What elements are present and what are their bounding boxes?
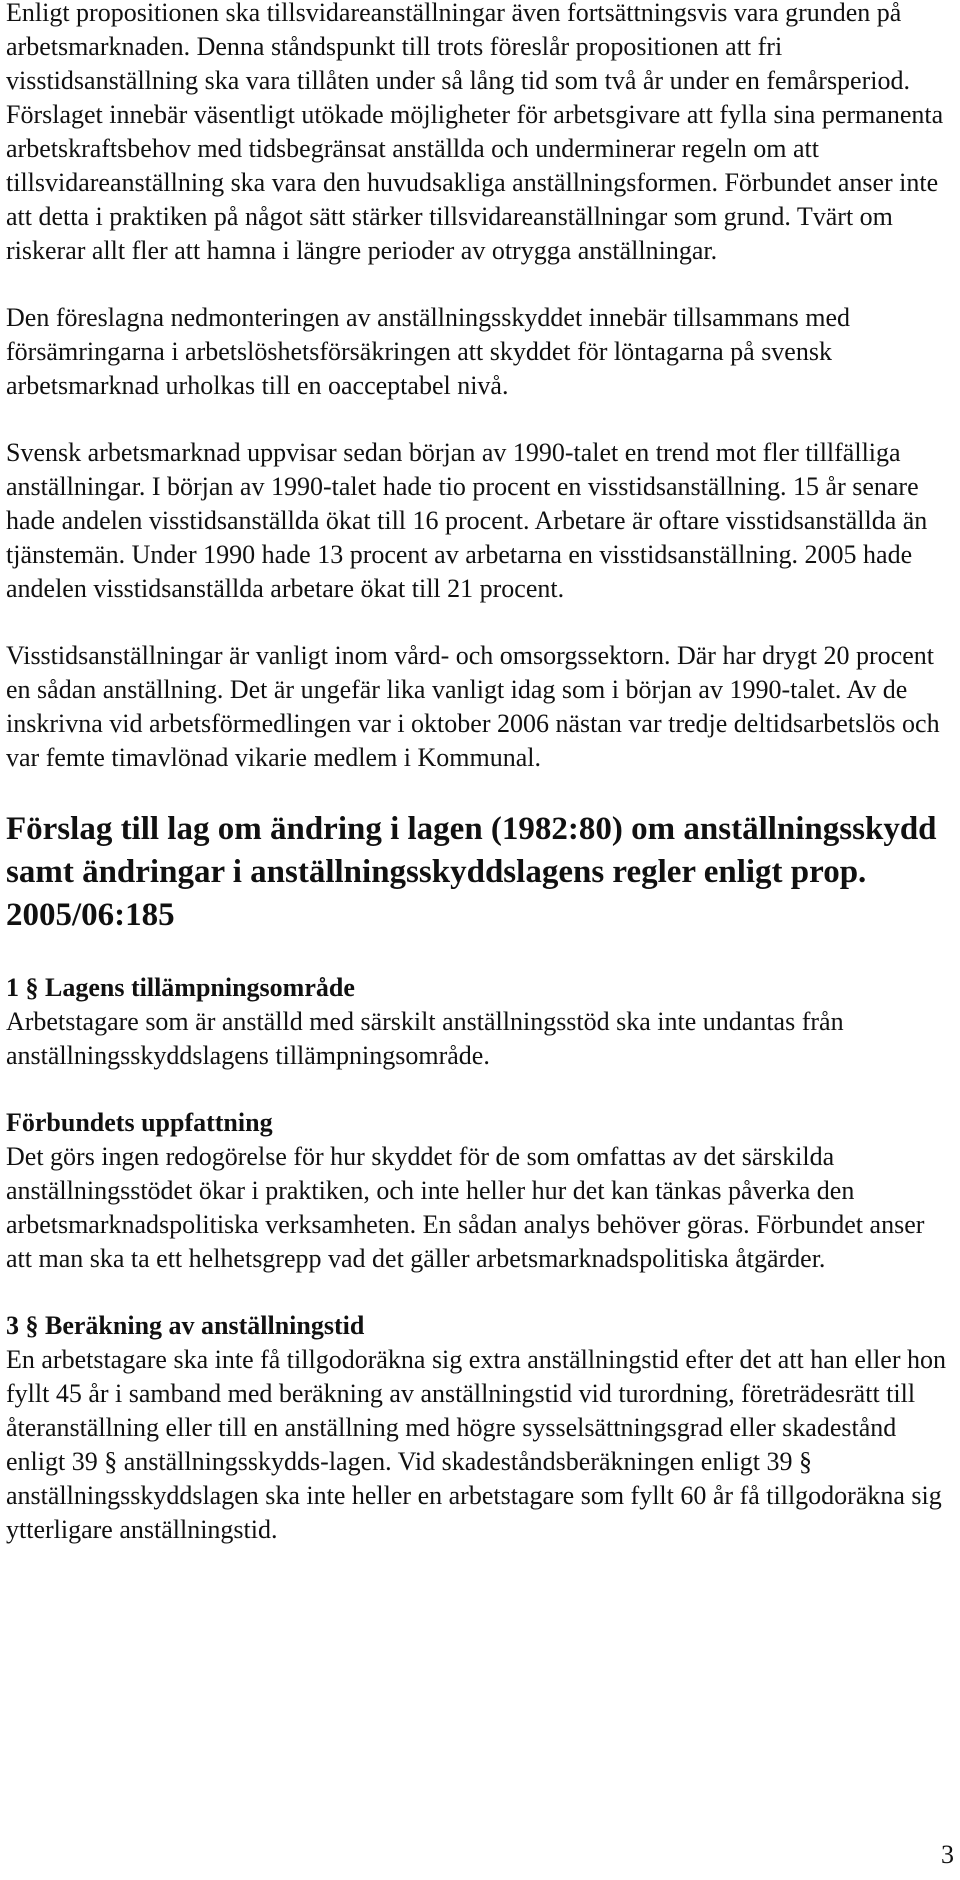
paragraph-labour-market-trend: Svensk arbetsmarknad uppvisar sedan början av 1990-talet en trend mot fler tillfälliga anställningar. I början av 1990-talet hade tio procent en visstidsanställning. 15 år senare hade andelen visstidsanställda ökat till 16 procent. Arbetare är oftare visstidsanställda än tjänstemän. Under 1990 hade 13 procent av arbetarna en visstidsanställning. 2005 hade andelen visstidsanställda arbetare ökat till 21 procent.: [6, 438, 928, 603]
opinion-text: Det görs ingen redogörelse för hur skyddet för de som omfattas av det särskilda anställningsstödet ökar i praktiken, och inte heller hur det kan tänkas påverka den arbetsmarknadspolitiska verksamheten. En sådan analys behöver göras. Förbundet anser att man ska ta ett helhetsgrepp vad det gäller arbetsmarknadspolitiska åtgärder.: [6, 1142, 925, 1273]
paragraph-employment-protection: Den föreslagna nedmonteringen av anställningsskyddet innebär tillsammans med försämringarna i arbetslöshetsförsäkringen att skyddet för löntagarna på svensk arbetsmarknad urholkas till en oacceptabel nivå.: [6, 303, 851, 400]
section-1-heading: 1 § Lagens tillämpningsområde: [6, 973, 355, 1002]
document-page: [6, 0, 954, 1580]
section-3-heading: 3 § Beräkning av anställningstid: [6, 1311, 365, 1340]
paragraph-care-sector: Visstidsanställningar är vanligt inom vård- och omsorgssektorn. Där har drygt 20 procent en sådan anställning. Det är ungefär lika vanligt idag som i början av 1990-talet. Av de inskrivna vid arbetsförmedlingen var i oktober 2006 nästan var tredje deltidsarbetslös och var femte timavlönad vikarie medlem i Kommunal.: [6, 641, 940, 772]
section-1-text: Arbetstagare som är anställd med särskilt anställningsstöd ska inte undantas från anställningsskyddslagens tillämpningsområde.: [6, 1007, 844, 1070]
section-3-text: En arbetstagare ska inte få tillgodoräkna sig extra anställningstid efter det att han eller hon fyllt 45 år i samband med beräkning av anställningstid vid turordning, företrädesrätt till återanställning eller till en anställning med högre sysselsättningsgrad eller skadestånd enligt 39 § anställningsskydds-lagen. Vid skadeståndsberäkningen enligt 39 § anställningsskyddslagen ska inte heller en arbetstagare som fyllt 60 år få tillgodoräkna sig ytterligare anställningstid.: [6, 1345, 946, 1544]
paragraph-fixed-term-proposal: Enligt propositionen ska tillsvidareanställningar även fortsättningsvis vara grunden på arbetsmarknaden. Denna ståndspunkt till trots föreslår propositionen att fri visstidsanställning ska vara tillåten under så lång tid som två år under en femårsperiod. Förslaget innebär väsentligt utökade möjligheter för arbetsgivare att fylla sina permanenta arbetskraftsbehov med tidsbegränsat anställda och underminerar regeln om att tillsvidareanställning ska vara den huvudsakliga anställningsformen. Förbundet anser inte att detta i praktiken på något sätt stärker tillsvidareanställningar som grund. Tvärt om riskerar allt fler att hamna i längre perioder av otrygga anställningar.: [6, 0, 944, 265]
section-title: Förslag till lag om ändring i lagen (1982:80) om anställningsskydd samt ändringar i anställningsskyddslagens regler enligt prop. 2005/06:185: [6, 811, 937, 933]
opinion-heading: Förbundets uppfattning: [6, 1108, 273, 1137]
page-number: 3: [941, 1840, 954, 1869]
